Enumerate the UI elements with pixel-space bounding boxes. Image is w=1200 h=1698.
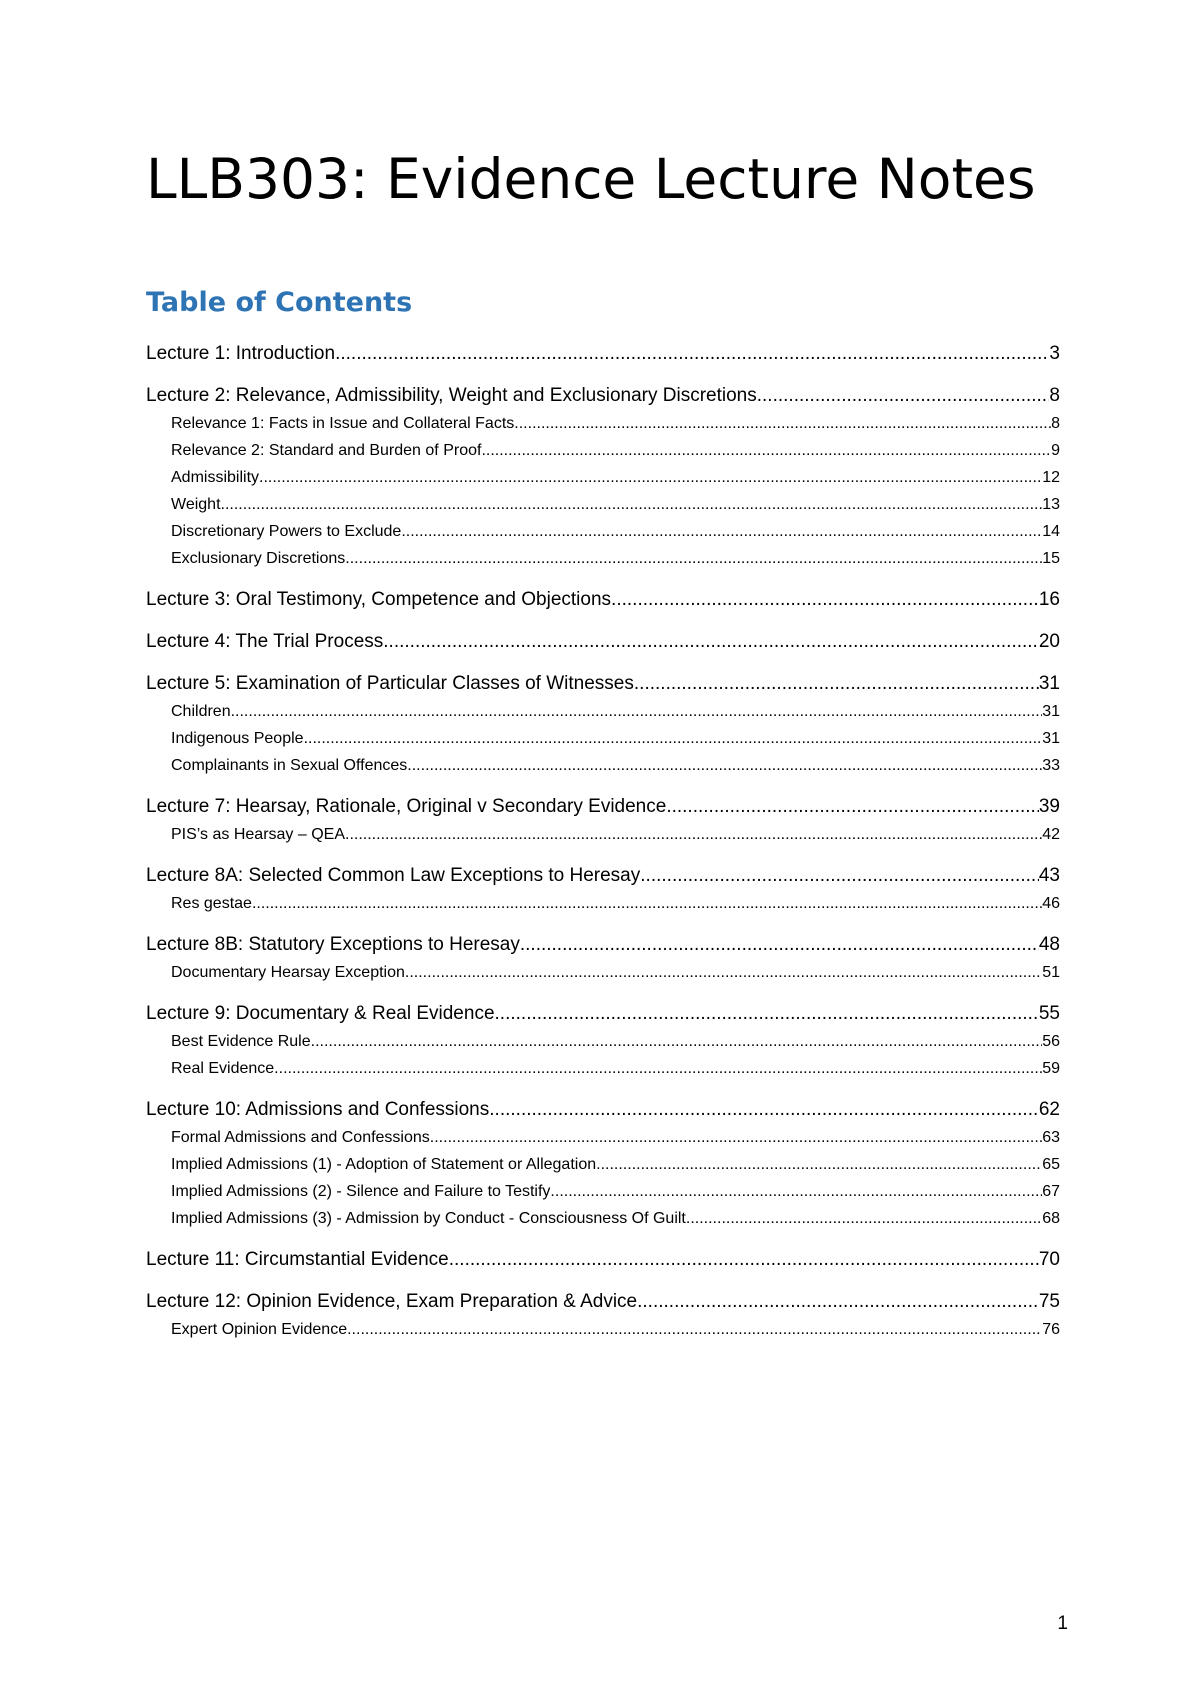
toc-entry-lecture[interactable]: [146, 793, 1060, 821]
toc-heading: Table of Contents: [146, 287, 413, 318]
toc-entry-page-number: 16: [1038, 589, 1060, 610]
toc-entry-lecture[interactable]: [146, 586, 1060, 614]
toc-entry-page-number: 70: [1038, 1249, 1060, 1270]
toc-entry-lecture[interactable]: [146, 862, 1060, 890]
toc-entry-label: Relevance 1: Facts in Issue and Collateral Facts: [171, 415, 515, 432]
toc-entry-label: Lecture 3: Oral Testimony, Competence and Objections: [146, 589, 612, 610]
toc-entry-label: Lecture 8B: Statutory Exceptions to Heresay: [146, 934, 520, 955]
toc-entry-subsection[interactable]: [146, 1316, 1060, 1343]
toc-dot-leader: [345, 821, 1042, 848]
toc-dot-leader: [383, 628, 1039, 656]
toc-dot-leader: [757, 382, 1050, 410]
toc-entry-label: Implied Admissions (1) - Adoption of Statement or Allegation: [171, 1156, 597, 1173]
toc-entry-subsection[interactable]: [146, 518, 1060, 545]
toc-entry-label: Implied Admissions (3) - Admission by Conduct - Consciousness Of Guilt: [171, 1210, 686, 1227]
toc-dot-leader: [430, 1124, 1042, 1151]
toc-entry-lecture[interactable]: [146, 931, 1060, 959]
toc-dot-leader: [666, 793, 1039, 821]
toc-entry-label: PIS’s as Hearsay – QEA: [171, 826, 345, 843]
toc-entry-subsection[interactable]: [146, 1028, 1060, 1055]
toc-dot-leader: [495, 1000, 1039, 1028]
toc-dot-leader: [335, 340, 1049, 368]
toc-entry-label: Implied Admissions (2) - Silence and Failure to Testify: [171, 1183, 551, 1200]
toc-entry-label: Real Evidence: [171, 1060, 275, 1077]
toc-entry-subsection[interactable]: [146, 890, 1060, 917]
toc-entry-subsection[interactable]: [146, 437, 1060, 464]
toc-entry-lecture[interactable]: [146, 382, 1060, 410]
toc-entry-label: Discretionary Powers to Exclude: [171, 523, 402, 540]
toc-entry-page-number: 46: [1042, 895, 1060, 912]
toc-dot-leader: [407, 752, 1042, 779]
toc-dot-leader: [520, 931, 1039, 959]
toc-dot-leader: [686, 1205, 1042, 1232]
toc-entry-label: Complainants in Sexual Offences: [171, 757, 408, 774]
toc-entry-label: Lecture 10: Admissions and Confessions: [146, 1099, 490, 1120]
toc-entry-label: Lecture 1: Introduction: [146, 343, 336, 364]
toc-dot-leader: [640, 862, 1039, 890]
toc-entry-page-number: 14: [1042, 523, 1060, 540]
toc-entry-label: Lecture 2: Relevance, Admissibility, Weight and Exclusionary Discretions: [146, 385, 757, 406]
toc-dot-leader: [449, 1246, 1039, 1274]
toc-entry-subsection[interactable]: [146, 545, 1060, 572]
toc-entry-page-number: 51: [1042, 964, 1060, 981]
table-of-contents: [146, 340, 1060, 1343]
toc-entry-label: Lecture 8A: Selected Common Law Exceptions to Heresay: [146, 865, 641, 886]
toc-entry-page-number: 3: [1049, 343, 1060, 364]
toc-entry-label: Formal Admissions and Confessions: [171, 1129, 430, 1146]
toc-entry-page-number: 59: [1042, 1060, 1060, 1077]
toc-entry-label: Weight: [171, 496, 221, 513]
toc-entry-subsection[interactable]: [146, 410, 1060, 437]
toc-entry-page-number: 67: [1042, 1183, 1060, 1200]
toc-entry-label: Lecture 9: Documentary & Real Evidence: [146, 1003, 495, 1024]
toc-entry-label: Children: [171, 703, 231, 720]
toc-entry-label: Res gestae: [171, 895, 252, 912]
toc-dot-leader: [231, 698, 1043, 725]
toc-entry-page-number: 39: [1038, 796, 1060, 817]
toc-entry-page-number: 65: [1042, 1156, 1060, 1173]
toc-entry-page-number: 76: [1042, 1321, 1060, 1338]
toc-entry-label: Indigenous People: [171, 730, 304, 747]
toc-entry-subsection[interactable]: [146, 752, 1060, 779]
toc-entry-page-number: 8: [1049, 385, 1060, 406]
toc-entry-page-number: 55: [1038, 1003, 1060, 1024]
toc-dot-leader: [401, 518, 1042, 545]
toc-entry-lecture[interactable]: [146, 670, 1060, 698]
toc-dot-leader: [405, 959, 1042, 986]
toc-entry-page-number: 63: [1042, 1129, 1060, 1146]
toc-dot-leader: [347, 1316, 1042, 1343]
toc-entry-label: Best Evidence Rule: [171, 1033, 311, 1050]
toc-entry-label: Lecture 4: The Trial Process: [146, 631, 384, 652]
toc-entry-lecture[interactable]: [146, 1096, 1060, 1124]
toc-entry-subsection[interactable]: [146, 1178, 1060, 1205]
toc-dot-leader: [481, 437, 1051, 464]
toc-entry-subsection[interactable]: [146, 821, 1060, 848]
toc-entry-page-number: 56: [1042, 1033, 1060, 1050]
toc-entry-subsection[interactable]: [146, 1124, 1060, 1151]
document-title: LLB303: Evidence Lecture Notes: [146, 147, 1036, 211]
toc-entry-label: Admissibility: [171, 469, 260, 486]
toc-entry-page-number: 42: [1042, 826, 1060, 843]
toc-entry-label: Expert Opinion Evidence: [171, 1321, 348, 1338]
toc-dot-leader: [596, 1151, 1042, 1178]
toc-dot-leader: [550, 1178, 1042, 1205]
page-number: 1: [1057, 1613, 1068, 1634]
toc-entry-subsection[interactable]: [146, 464, 1060, 491]
toc-entry-page-number: 68: [1042, 1210, 1060, 1227]
toc-entry-lecture[interactable]: [146, 1288, 1060, 1316]
toc-dot-leader: [259, 464, 1042, 491]
toc-entry-page-number: 75: [1038, 1291, 1060, 1312]
toc-entry-label: Documentary Hearsay Exception: [171, 964, 405, 981]
toc-entry-page-number: 31: [1038, 673, 1060, 694]
toc-dot-leader: [611, 586, 1039, 614]
toc-entry-page-number: 15: [1042, 550, 1060, 567]
toc-entry-subsection[interactable]: [146, 1151, 1060, 1178]
toc-dot-leader: [489, 1096, 1039, 1124]
toc-entry-page-number: 33: [1042, 757, 1060, 774]
toc-dot-leader: [252, 890, 1042, 917]
toc-entry-lecture[interactable]: [146, 1246, 1060, 1274]
toc-entry-subsection[interactable]: [146, 698, 1060, 725]
toc-entry-subsection[interactable]: [146, 1055, 1060, 1082]
toc-dot-leader: [311, 1028, 1043, 1055]
toc-entry-subsection[interactable]: [146, 959, 1060, 986]
toc-dot-leader: [304, 725, 1043, 752]
toc-dot-leader: [637, 1288, 1039, 1316]
toc-entry-lecture[interactable]: [146, 628, 1060, 656]
toc-entry-page-number: 8: [1051, 415, 1060, 432]
toc-dot-leader: [274, 1055, 1042, 1082]
toc-entry-label: Lecture 5: Examination of Particular Classes of Witnesses: [146, 673, 634, 694]
toc-entry-page-number: 9: [1051, 442, 1060, 459]
toc-entry-lecture[interactable]: [146, 1000, 1060, 1028]
toc-entry-page-number: 62: [1038, 1099, 1060, 1120]
toc-entry-page-number: 31: [1042, 703, 1060, 720]
toc-dot-leader: [514, 410, 1051, 437]
toc-dot-leader: [345, 545, 1042, 572]
toc-entry-page-number: 48: [1038, 934, 1060, 955]
toc-entry-label: Lecture 7: Hearsay, Rationale, Original v Secondary Evidence: [146, 796, 667, 817]
toc-entry-subsection[interactable]: [146, 725, 1060, 752]
toc-entry-page-number: 43: [1038, 865, 1060, 886]
toc-entry-subsection[interactable]: [146, 491, 1060, 518]
toc-entry-label: Lecture 12: Opinion Evidence, Exam Preparation & Advice: [146, 1291, 638, 1312]
toc-entry-label: Relevance 2: Standard and Burden of Proof: [171, 442, 482, 459]
toc-entry-label: Lecture 11: Circumstantial Evidence: [146, 1249, 449, 1270]
toc-entry-page-number: 13: [1042, 496, 1060, 513]
toc-entry-lecture[interactable]: [146, 340, 1060, 368]
toc-entry-label: Exclusionary Discretions: [171, 550, 346, 567]
toc-entry-page-number: 31: [1042, 730, 1060, 747]
toc-entry-page-number: 20: [1038, 631, 1060, 652]
toc-dot-leader: [221, 491, 1043, 518]
toc-entry-subsection[interactable]: [146, 1205, 1060, 1232]
toc-entry-page-number: 12: [1042, 469, 1060, 486]
toc-dot-leader: [634, 670, 1039, 698]
